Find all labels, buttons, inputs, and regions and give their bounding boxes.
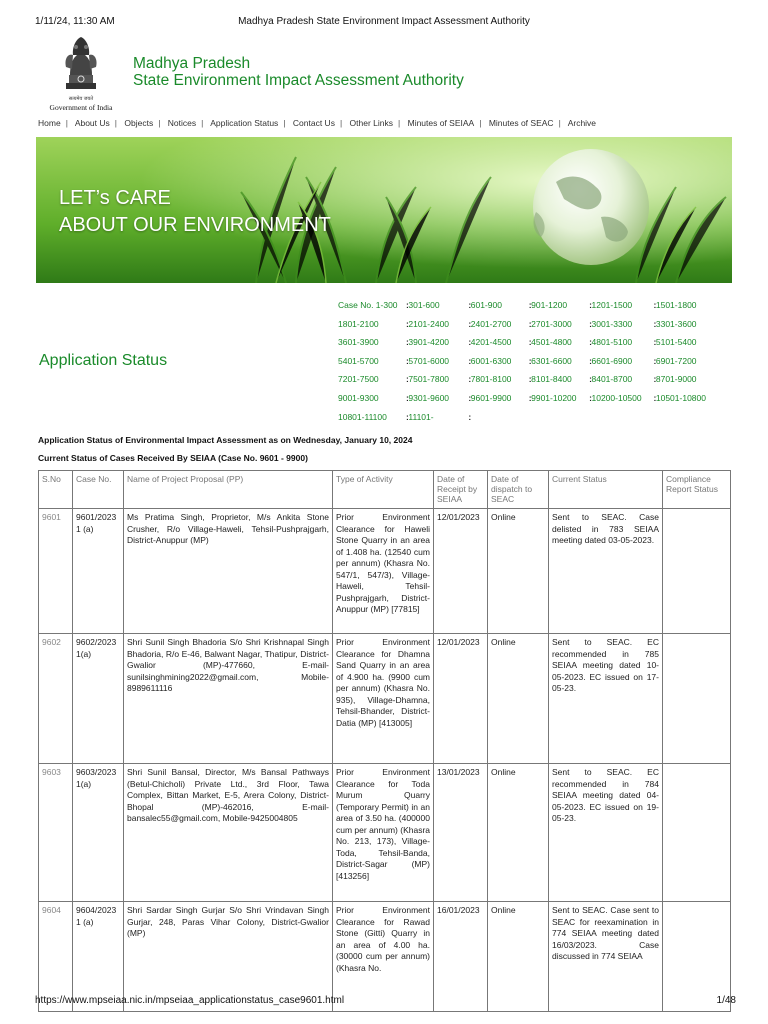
range-link[interactable]: 2401-2700 bbox=[470, 318, 512, 329]
range-link[interactable]: 9301-9600 bbox=[408, 392, 450, 403]
range-link[interactable]: 3301-3600 bbox=[655, 318, 697, 329]
cell-case: 9602/2023 1(a) bbox=[73, 634, 124, 764]
cell-dispatch: Online bbox=[488, 634, 549, 764]
range-row: 5401-5700 : 5701-6000 : 6001-6300 : 6301-6600 : 6601-6900 : 6901-7200 bbox=[338, 356, 738, 375]
cell-compliance bbox=[663, 764, 731, 902]
range-row: Case No. 1-300 : 301-600 : 601-900 : 901-1200 : 1201-1500 : 1501-1800 bbox=[338, 300, 738, 319]
ashoka-emblem-icon bbox=[36, 33, 126, 95]
cell-dispatch: Online bbox=[488, 509, 549, 634]
cell-activity: Prior Environment Clearance for Rawad Stone (Gitti) Quarry in an area of 4.00 ha. (30000 cum per annum) (Khasra No. bbox=[333, 902, 434, 1012]
cell-case: 9604/2023 1 (a) bbox=[73, 902, 124, 1012]
range-link[interactable]: 6601-6900 bbox=[591, 355, 633, 366]
cell-status: Sent to SEAC. EC recommended in 785 SEIAA meeting dated 10-05-2023. EC issued on 17-05-23. bbox=[549, 634, 663, 764]
col-header-dispatch: Date of dispatch to SEAC bbox=[488, 471, 549, 509]
print-footer bbox=[0, 995, 768, 1009]
range-link[interactable]: 9001-9300 bbox=[338, 392, 379, 403]
nav-application-status[interactable]: Application Status bbox=[210, 118, 279, 128]
nav-contact-us[interactable]: Contact Us bbox=[292, 118, 335, 128]
section-title: Application Status bbox=[39, 352, 168, 369]
cell-sno: 9603 bbox=[39, 764, 73, 902]
print-header bbox=[0, 16, 768, 30]
cell-receipt: 13/01/2023 bbox=[434, 764, 488, 902]
nav-notices[interactable]: Notices bbox=[167, 118, 197, 128]
cell-status: Sent to SEAC. EC recommended in 784 SEIAA meeting dated 04-05-2023. EC issued on 19-05-23. bbox=[549, 764, 663, 902]
range-link[interactable]: 5401-5700 bbox=[338, 355, 379, 366]
range-link[interactable]: 6901-7200 bbox=[655, 355, 697, 366]
cell-activity: Prior Environment Clearance for Haweli Stone Quarry in an area of 1.408 ha. (12540 cum per annum) (Khasra No. 547/1, 547/3), Village-Haweli, Tehsil-Pushprajgarh, District-Anuppur (MP) [77815] bbox=[333, 509, 434, 634]
col-header-sno: S.No bbox=[39, 471, 73, 509]
site-title-line2: State Environment Impact Assessment Authority bbox=[133, 72, 464, 89]
nav-other-links[interactable]: Other Links bbox=[349, 118, 394, 128]
cell-activity: Prior Environment Clearance for Toda Murum Quarry (Temporary Permit) in an area of 3.50 ha. (400000 cum per annum) (Khasra No. 213, 173), Village-Toda, Tehsil-Banda, District-Sagar (MP) [413256] bbox=[333, 764, 434, 902]
banner-tagline bbox=[59, 185, 331, 239]
cell-receipt: 16/01/2023 bbox=[434, 902, 488, 1012]
cell-compliance bbox=[663, 634, 731, 764]
cell-status: Sent to SEAC. Case sent to SEAC for reexamination in 774 SEIAA meeting dated 16/03/2023. Case discussed in 774 SEIAA bbox=[549, 902, 663, 1012]
range-link[interactable]: 7201-7500 bbox=[338, 374, 379, 385]
range-link[interactable]: 7501-7800 bbox=[408, 374, 450, 385]
range-link[interactable]: 5701-6000 bbox=[408, 355, 450, 366]
nav-minutes-seac[interactable]: Minutes of SEAC bbox=[488, 118, 554, 128]
cell-project: Shri Sunil Singh Bhadoria S/o Shri Krishnapal Singh Bhadoria, R/o E-46, Balwant Nagar, Thatipur, District-Gwalior (MP)-477660, E-mail-sunilsinghmining2022@gmail.com, Mobile-8989611116 bbox=[124, 634, 333, 764]
range-link[interactable]: Case No. 1-300 bbox=[338, 300, 398, 310]
range-link[interactable]: 9901-10200 bbox=[531, 392, 577, 403]
nav-objects[interactable]: Objects bbox=[124, 118, 154, 128]
col-header-activity: Type of Activity bbox=[333, 471, 434, 509]
col-header-project: Name of Project Proposal (PP) bbox=[124, 471, 333, 509]
main-nav: Home | About Us | Objects | Notices | Application Status | Contact Us | Other Links | Minutes of SEIAA | Minutes of SEAC | Archive bbox=[38, 118, 597, 128]
cell-activity: Prior Environment Clearance for Dhamna Sand Quarry in an area of 4.900 ha. (9900 cum per annum) (Khasra No. 935), Village-Dhamna, Tehsil-Bhander, District-Datia (MP) [413005] bbox=[333, 634, 434, 764]
cell-receipt: 12/01/2023 bbox=[434, 509, 488, 634]
range-link[interactable]: 8701-9000 bbox=[655, 374, 697, 385]
range-link[interactable]: 10801-11100 bbox=[338, 411, 387, 422]
range-link[interactable]: 1801-2100 bbox=[338, 318, 379, 329]
cell-project: Shri Sardar Singh Gurjar S/o Shri Vrindavan Singh Gurjar, 248, Paras Vihar Colony, District-Gwalior (MP) bbox=[124, 902, 333, 1012]
table-row bbox=[39, 634, 731, 764]
range-link[interactable]: 3601-3900 bbox=[338, 337, 379, 348]
range-link[interactable]: 6301-6600 bbox=[531, 355, 572, 366]
nav-minutes-seiaa[interactable]: Minutes of SEIAA bbox=[407, 118, 475, 128]
cell-dispatch: Online bbox=[488, 764, 549, 902]
nav-archive[interactable]: Archive bbox=[567, 118, 597, 128]
nav-about-us[interactable]: About Us bbox=[74, 118, 110, 128]
table-header-row bbox=[39, 471, 731, 509]
col-header-compliance: Compliance Report Status bbox=[663, 471, 731, 509]
range-row: 7201-7500 : 7501-7800 : 7801-8100 : 8101-8400 : 8401-8700 : 8701-9000 bbox=[338, 374, 738, 393]
range-link[interactable]: 4801-5100 bbox=[591, 337, 633, 348]
range-link[interactable]: 1501-1800 bbox=[655, 300, 697, 310]
range-link[interactable]: 3901-4200 bbox=[408, 337, 450, 348]
col-header-case: Case No. bbox=[73, 471, 124, 509]
site-title bbox=[133, 55, 464, 89]
table-row bbox=[39, 764, 731, 902]
cell-status: Sent to SEAC. Case delisted in 783 SEIAA meeting dated 03-05-2023. bbox=[549, 509, 663, 634]
cell-compliance bbox=[663, 509, 731, 634]
emblem-motto: सत्यमेव जयते bbox=[68, 96, 94, 102]
range-link[interactable]: 10200-10500 bbox=[591, 392, 642, 403]
range-link[interactable]: 7801-8100 bbox=[470, 374, 512, 385]
range-link[interactable]: 4201-4500 bbox=[470, 337, 512, 348]
range-row: 1801-2100 : 2101-2400 : 2401-2700 : 2701-3000 : 3001-3300 : 3301-3600 bbox=[338, 319, 738, 338]
banner-line1: LET’s CARE bbox=[59, 187, 171, 209]
range-link[interactable]: 3001-3300 bbox=[591, 318, 633, 329]
status-heading: Application Status of Environmental Impact Assessment as on Wednesday, January 10, 2024 bbox=[38, 435, 413, 445]
print-datetime: 1/11/24, 11:30 AM bbox=[35, 16, 115, 27]
range-link[interactable]: 301-600 bbox=[408, 300, 440, 310]
emblem-caption: Government of India bbox=[49, 103, 113, 112]
range-link[interactable]: 4501-4800 bbox=[531, 337, 572, 348]
range-link[interactable]: 2701-3000 bbox=[531, 318, 572, 329]
case-status-table bbox=[38, 470, 731, 1012]
range-row: 9001-9300 : 9301-9600 : 9601-9900 : 9901-10200 : 10200-10500 : 10501-10800 bbox=[338, 393, 738, 412]
range-link[interactable]: 1201-1500 bbox=[591, 300, 633, 310]
banner-line2: ABOUT OUR ENVIRONMENT bbox=[59, 214, 331, 236]
range-link[interactable]: 11101- bbox=[408, 411, 434, 422]
table-row bbox=[39, 509, 731, 634]
cell-receipt: 12/01/2023 bbox=[434, 634, 488, 764]
cell-case: 9601/2023 1 (a) bbox=[73, 509, 124, 634]
cell-sno: 9604 bbox=[39, 902, 73, 1012]
range-link[interactable]: 901-1200 bbox=[531, 300, 568, 310]
cell-dispatch: Online bbox=[488, 902, 549, 1012]
emblem-logo bbox=[36, 33, 126, 113]
col-header-status: Current Status bbox=[549, 471, 663, 509]
cell-project: Ms Pratima Singh, Proprietor, M/s Ankita Stone Crusher, R/o Village-Haweli, Tehsil-Pushprajgarh, District-Anuppur (MP) bbox=[124, 509, 333, 634]
site-title-line1: Madhya Pradesh bbox=[133, 55, 251, 72]
range-row: 3601-3900 : 3901-4200 : 4201-4500 : 4501-4800 : 4801-5100 : 5101-5400 bbox=[338, 337, 738, 356]
col-header-receipt: Date of Receipt by SEIAA bbox=[434, 471, 488, 509]
cell-sno: 9601 bbox=[39, 509, 73, 634]
cell-project: Shri Sunil Bansal, Director, M/s Bansal Pathways (Betul-Chicholi) Private Ltd., 3rd Floor, Tawa Complex, Bittan Market, E-5, Arera Colony, District-Bhopal (MP)-462016, E-mail-bansalec55@gmail.com, Mobile-9425004805 bbox=[124, 764, 333, 902]
case-range-links bbox=[338, 300, 738, 430]
range-link[interactable]: 8101-8400 bbox=[531, 374, 572, 385]
range-link[interactable]: 6001-6300 bbox=[470, 355, 512, 366]
range-link[interactable]: 2101-2400 bbox=[408, 318, 450, 329]
print-url: https://www.mpseiaa.nic.in/mpseiaa_applicationstatus_case9601.html bbox=[35, 995, 345, 1006]
current-status-heading: Current Status of Cases Received By SEIAA (Case No. 9601 - 9900) bbox=[38, 453, 308, 463]
cell-case: 9603/2023 1(a) bbox=[73, 764, 124, 902]
range-link[interactable]: 8401-8700 bbox=[591, 374, 633, 385]
range-link[interactable]: 9601-9900 bbox=[470, 392, 512, 403]
nav-home[interactable]: Home bbox=[38, 118, 61, 128]
print-page-number: 1/48 bbox=[716, 995, 736, 1006]
range-row: 10801-11100 : 11101- : bbox=[338, 411, 472, 422]
range-link[interactable]: 10501-10800 bbox=[655, 392, 706, 403]
print-doc-title: Madhya Pradesh State Environment Impact Assessment Authority bbox=[238, 16, 530, 27]
cell-sno: 9602 bbox=[39, 634, 73, 764]
hero-banner bbox=[36, 137, 732, 283]
range-link[interactable]: 5101-5400 bbox=[655, 337, 697, 348]
range-link[interactable]: 601-900 bbox=[470, 300, 502, 310]
